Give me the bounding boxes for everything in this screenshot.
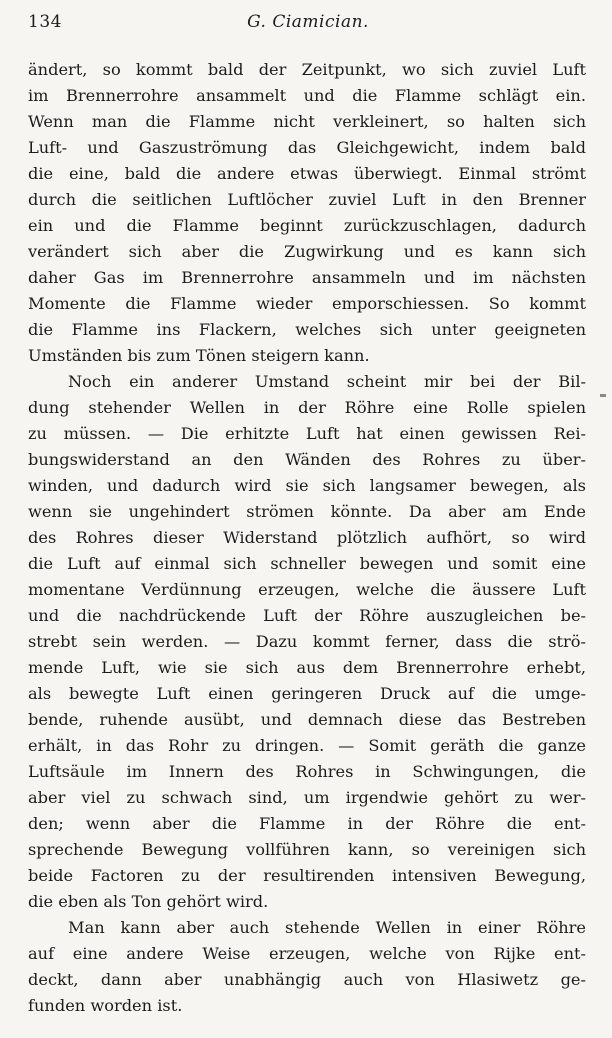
text-line: und die nachdrückende Luft der Röhre auszugleichen be- (28, 606, 586, 625)
page-header (28, 12, 588, 36)
text-line: im Brennerrohre ansammelt und die Flamme schlägt ein. (28, 86, 586, 105)
text-line: zu müssen. — Die erhitzte Luft hat einen gewissen Rei- (28, 424, 586, 443)
text-line: erhält, in das Rohr zu dringen. — Somit geräth die ganze (28, 736, 586, 755)
text-line: die Luft auf einmal sich schneller bewegen und somit eine (28, 554, 586, 573)
text-line: die eine, bald die andere etwas überwiegt. Einmal strömt (28, 164, 586, 183)
text-line: ändert, so kommt bald der Zeitpunkt, wo sich zuviel Luft (28, 60, 586, 79)
text-line: beide Factoren zu der resultirenden intensiven Bewegung, (28, 866, 586, 885)
text-line: Man kann aber auch stehende Wellen in einer Röhre (68, 918, 586, 937)
text-line: Wenn man die Flamme nicht verkleinert, so halten sich (28, 112, 586, 131)
text-line: des Rohres dieser Widerstand plötzlich aufhört, so wird (28, 528, 586, 547)
text-line: als bewegte Luft einen geringeren Druck auf die umge- (28, 684, 586, 703)
text-line: bungswiderstand an den Wänden des Rohres zu über- (28, 450, 586, 469)
paragraph (28, 915, 586, 1019)
text-line: bende, ruhende ausübt, und demnach diese das Bestreben (28, 710, 586, 729)
text-line: Luftsäule im Innern des Rohres in Schwingungen, die (28, 762, 586, 781)
text-line: ein und die Flamme beginnt zurückzuschlagen, dadurch (28, 216, 586, 235)
paragraph (28, 57, 586, 369)
text-line: auf eine andere Weise erzeugen, welche von Rijke ent- (28, 944, 586, 963)
page-number: 134 (28, 12, 62, 32)
text-line: Umständen bis zum Tönen steigern kann. (28, 346, 370, 365)
body-text (28, 57, 586, 1019)
paragraph (28, 369, 586, 915)
text-line: die eben als Ton gehört wird. (28, 892, 269, 911)
text-line: mende Luft, wie sie sich aus dem Brennerrohre erhebt, (28, 658, 586, 677)
text-line: strebt sein werden. — Dazu kommt ferner, dass die strö- (28, 632, 586, 651)
text-line: den; wenn aber die Flamme in der Röhre die ent- (28, 814, 586, 833)
text-line: deckt, dann aber unabhängig auch von Hlasiwetz ge- (28, 970, 586, 989)
text-line: aber viel zu schwach sind, um irgendwie gehört zu wer- (28, 788, 586, 807)
text-line: winden, und dadurch wird sie sich langsamer bewegen, als (28, 476, 586, 495)
text-line: Luft- und Gaszuströmung das Gleichgewicht, indem bald (28, 138, 586, 157)
text-line: sprechende Bewegung vollführen kann, so vereinigen sich (28, 840, 586, 859)
text-line: Noch ein anderer Umstand scheint mir bei der Bil- (68, 372, 586, 391)
margin-mark (600, 394, 606, 397)
text-line: die Flamme ins Flackern, welches sich unter geeigneten (28, 320, 586, 339)
text-line: durch die seitlichen Luftlöcher zuviel Luft in den Brenner (28, 190, 586, 209)
text-line: verändert sich aber die Zugwirkung und es kann sich (28, 242, 586, 261)
text-line: daher Gas im Brennerrohre ansammeln und im nächsten (28, 268, 586, 287)
text-line: wenn sie ungehindert strömen könnte. Da aber am Ende (28, 502, 586, 521)
text-line: Momente die Flamme wieder emporschiessen. So kommt (28, 294, 586, 313)
text-line: dung stehender Wellen in der Röhre eine Rolle spielen (28, 398, 586, 417)
running-head: G. Ciamician. (247, 12, 369, 32)
text-line: momentane Verdünnung erzeugen, welche die äussere Luft (28, 580, 586, 599)
text-line: funden worden ist. (28, 996, 183, 1015)
